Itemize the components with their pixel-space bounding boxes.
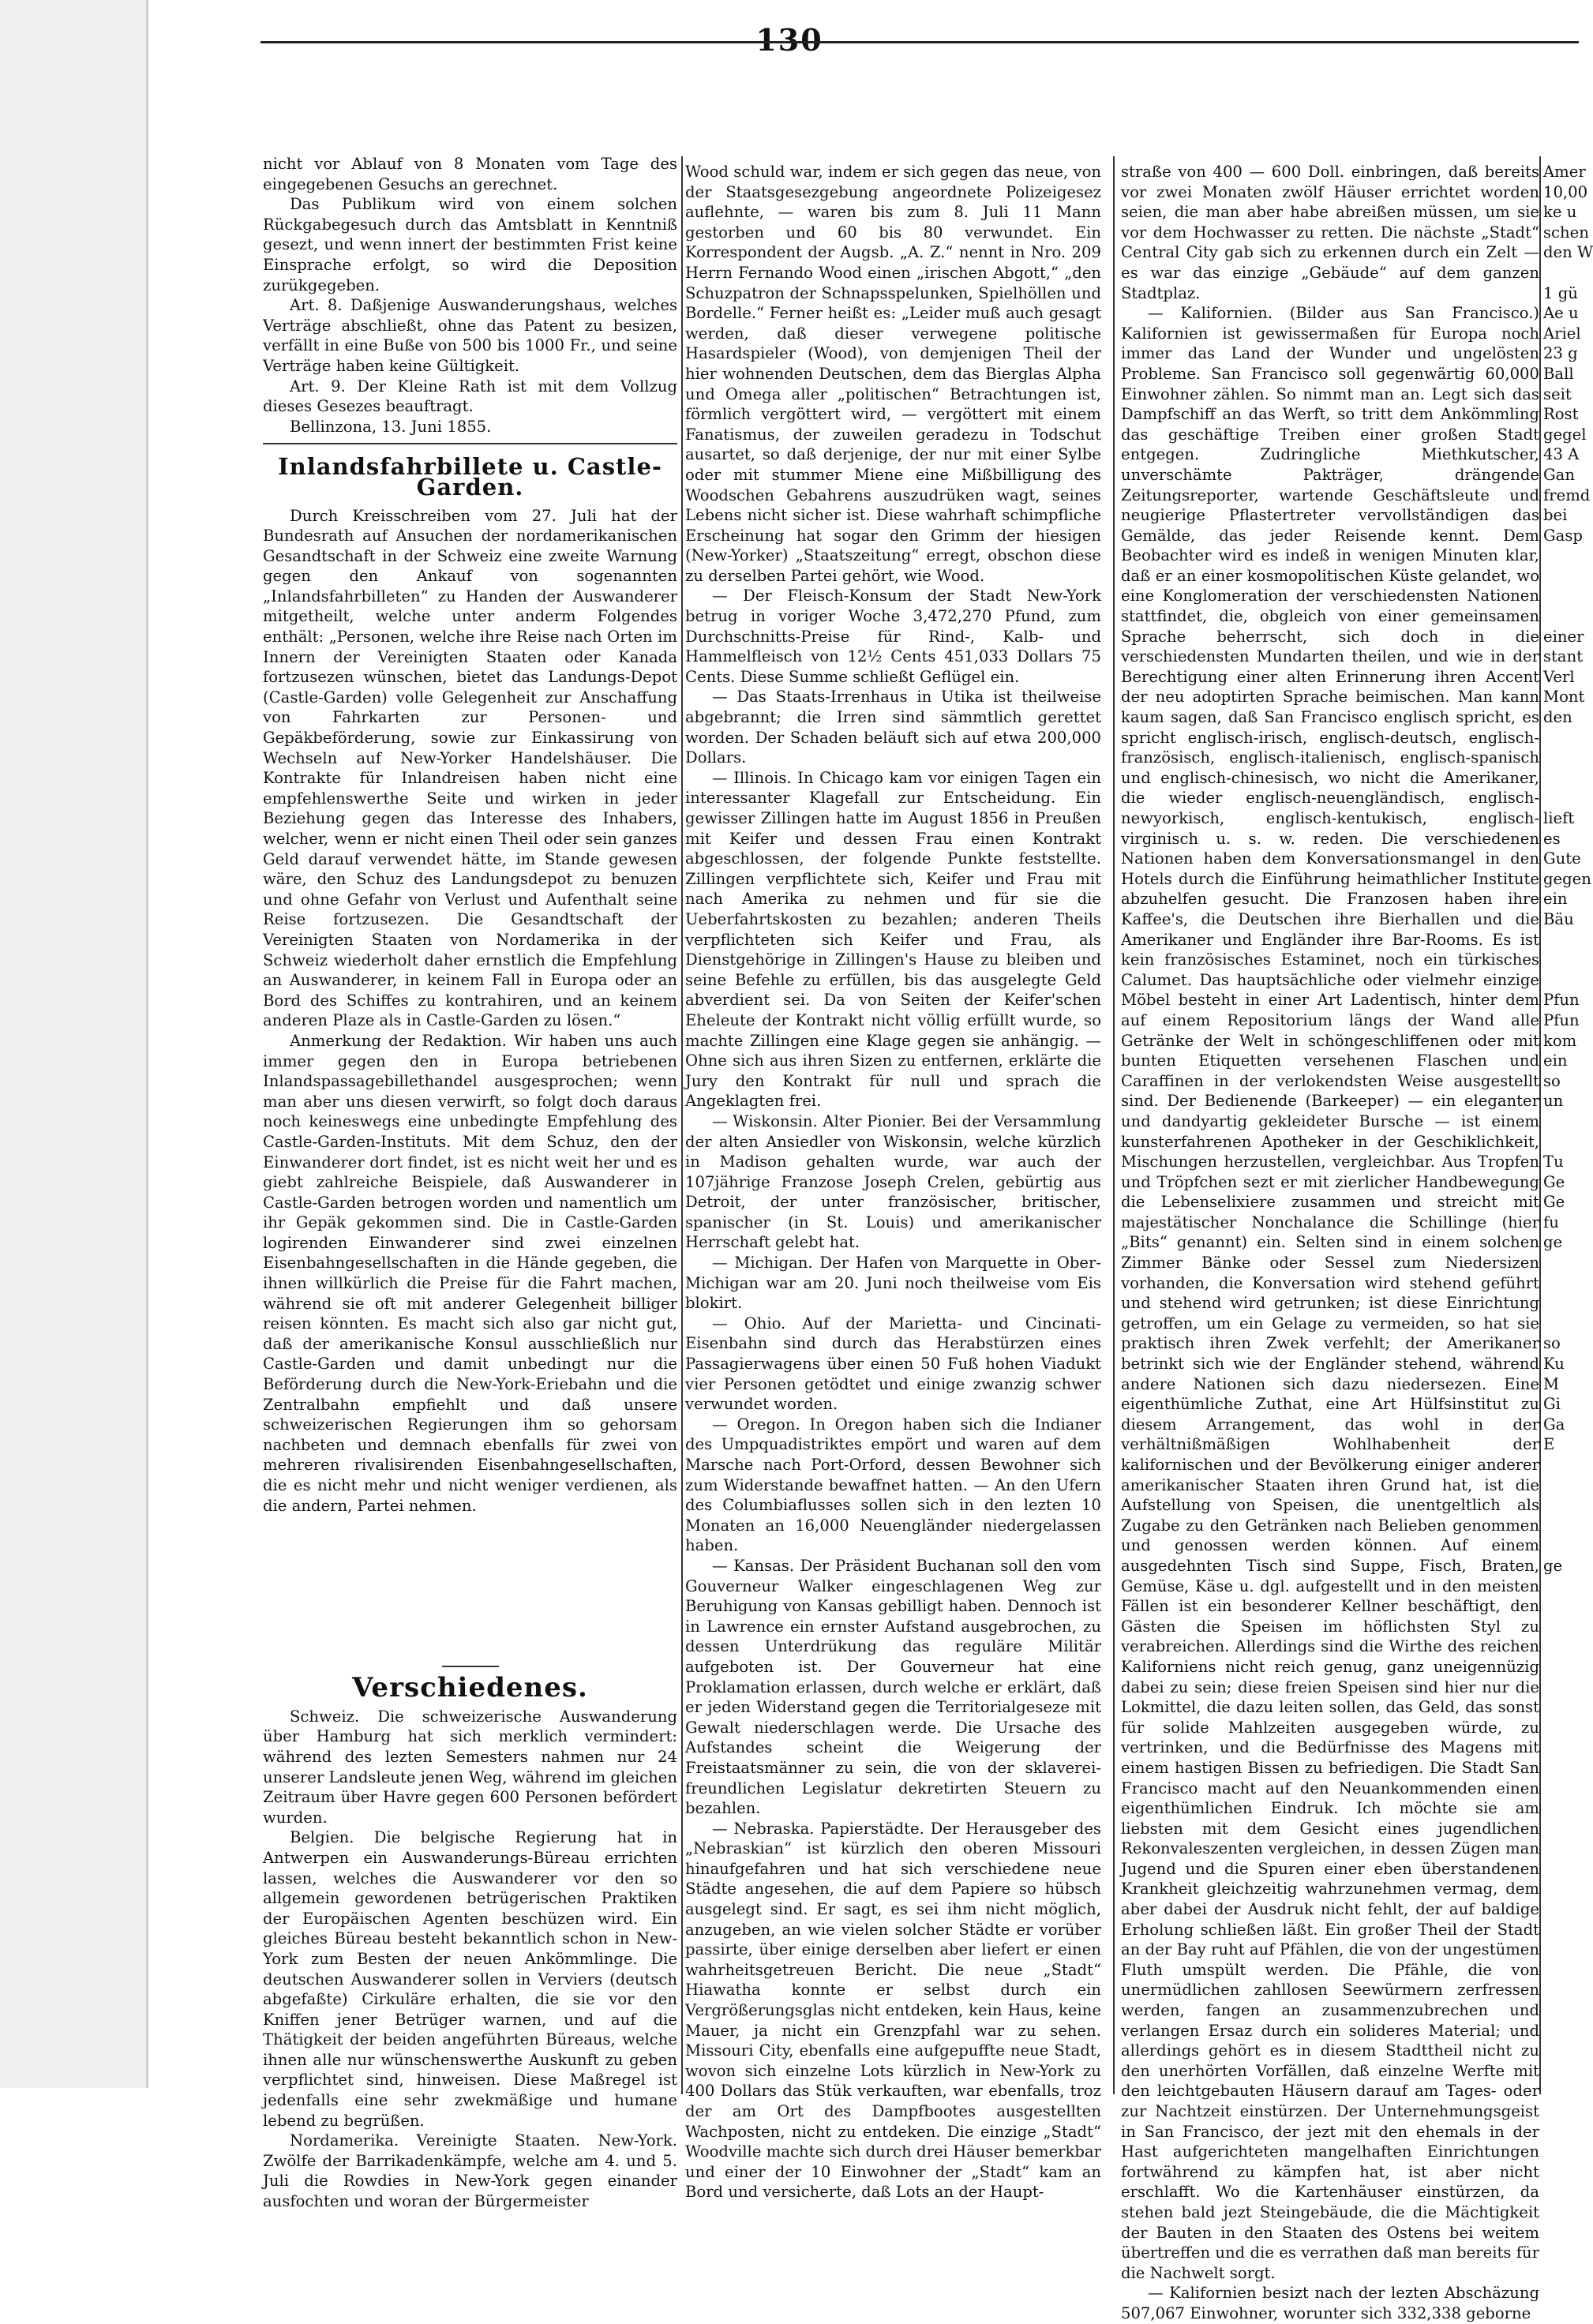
news-nebraska: — Nebraska. Papierstädte. Der Herausgeber des „Nebraskian“ ist kürzlich den oberen Missouri hinaufgefahren und hat sich verschiedene neue Städte angesehen, die auf dem Papiere so hübsch ausgelegt sind. Er sagt, es sei ihm nicht möglich, anzugeben, an wie vielen solcher Städte er vorüber passirte, über einige derselben aber liefert er einen wahrheitsgetreuen Bericht. Die neue „Stadt“ Hiawatha konnte er selbst durch ein Vergrößerungsglas nicht entdeken, kein Haus, keine Mauer, ja nicht ein Grenzpfahl war zu sehen. Missouri City, ebenfalls eine aufgepuffte neue Stadt, wovon sich einzelne Lots kürzlich in New-York zu 400 Dollars das Stük verkauften, war ebenfalls, troz der am Ort des Dampfbootes ausgestellten Wachposten, nicht zu entdeken. Die einzige „Stadt“ Woodville machte sich durch drei Häuser bemerkbar und einer der 10 Einwohner der „Stadt“ kam an Bord und versicherte, daß Lots an der Haupt- [685,1819,1101,2202]
cropped-line [1543,586,1591,606]
cropped-line: stant [1543,647,1584,666]
cropped-line: kom [1543,1031,1577,1050]
cropped-line: Gute [1543,849,1581,868]
cropped-line [1543,1132,1591,1153]
news-ohio: — Ohio. Auf der Marietta- und Cincinati-Eisenbahn sind durch das Herabstürzen eines Passagierwagens über einen 50 Fuß hohen Viadukt vier Personen getödtet und einige zwanzig schwer verwundet worden. [685,1314,1101,1414]
cropped-line [1543,970,1591,991]
cropped-line: 1 gü [1543,283,1578,302]
news-nordamerika: Nordamerika. Vereinigte Staaten. New-York. Zwölfe der Barrikadenkämpfe, welche am 4. und 5. Juli die Rowdies in New-York gegen einander ausfochten und woran der Bürgermeister [263,2131,677,2211]
cropped-line: Tu [1543,1153,1564,1171]
dateline: Bellinzona, 13. Juni 1855. [290,417,492,436]
cropped-line: ge [1543,1233,1563,1252]
news-belgien: Belgien. Die belgische Regierung hat in Antwerpen ein Auswanderungs-Büreau errichten lassen, welches die Auswanderer vor den so allgemein gewordenen betrügerischen Praktiken der Europäischen Agenten beschüzen wird. Ein gleiches Büreau besteht bekanntlich schon in New-York zum Besten der neuen Ankömmlinge. Die deutschen Auswanderer sollen in Verviers (deutsch abgefaßte) Cirkuläre erhalten, die sie vor den Kniffen jener Betrüger warnen, und auf die Thätigkeit der beiden angeführten Büreaus, welche ihnen alle nur wünschenswerthe Auskunft zu geben verpflichtet sind, hinweisen. Diese Maßregel ist jedenfalls eine sehr zwekmäßige und humane lebend zu begrüßen. [263,1828,677,2130]
cropped-line [1543,606,1591,627]
cropped-line: schen [1543,223,1589,242]
cropped-line: Rost [1543,405,1579,424]
cropped-line: 43 A [1543,445,1580,464]
cropped-line: Ae u [1543,304,1579,323]
news-fleisch: — Der Fleisch-Konsum der Stadt New-York betrug in voriger Woche 3,472,270 Pfund, zum Durchschnitts-Preise für Rind-, Kalb- und Hammelfleisch von 12½ Cents 451,033 Dollars 75 Cents. Diese Summe schließt Geflügel ein. [685,587,1101,686]
cropped-line [1543,1535,1591,1556]
cropped-line: einer [1543,627,1584,646]
cropped-line [1543,1314,1591,1334]
cropped-line: Ga [1543,1415,1565,1434]
news-kalifornien: — Kalifornien. (Bilder aus San Francisco.) Kalifornien ist gewissermaßen für Europa noch immer das Land der Wunder und ungelösten Probleme. San Francisco soll gegenwärtig 60,000 Einwohner zählen. So nimmt man an. Legt sich das Dampfschiff an das Werft, so tritt dem Ankömmling das geschäftige Treiben einer großen Stadt entgegen. Zudringliche Miethkutscher, unverschämte Pakträger, drängende Zeitungsreporter, wartende Geschäftsleute und neugierige Pflastertreter vervollständigen das Gemälde, das jeder Reisende kennt. Dem Beobachter wird es indeß in wenigen Minuten klar, daß er an einer kosmopolitischen Küste gelandet, wo eine Konglomeration der verschiedensten Nationen stattfindet, die, obgleich von einer gemeinsamen Sprache beherrscht, sich doch in die verschiedensten Mundarten theilen, und wie in der Berechtigung einer alten Erinnerung ihren Accent der neu adoptirten Sprache beimischen. Man kann kaum sagen, daß San Francisco englisch spricht, es spricht englisch-irisch, englisch-deutsch, englisch-französisch, englisch-italienisch, englisch-spanisch und englisch-chinesisch, wo nicht die Amerikaner, die wieder englisch-neuengländisch, englisch-newyorkisch, englisch-kentukisch, englisch-virginisch u. s. w. reden. Die verschiedenen Nationen haben dem Konversationsmangel in den Hotels durch die Einführung heimathlicher Institute abzuhelfen gesucht. Die Franzosen haben ihre Kaffee's, die Deutschen ihre Bierhallen und die Amerikaner und Engländer ihre Bar-Rooms. Es ist kein französisches Estaminet, noch ein türkisches Calumet. Das hauptsächliche oder vielmehr einzige Möbel besteht in einer Art Ladentisch, hinter dem auf einem Repositorium längs der Wand alle Getränke der Welt in schöngeschliffenen oder mit bunten Etiquetten versehenen Flaschen und Caraffinen in der verlokendsten Weise ausgestellt sind. Der Bedienende (Barkeeper) — ein eleganter und dandyartig gekleideter Bursche — ist einem kunsterfahrenen Apotheker in der Geschiklichkeit, Mischungen herzustellen, vergleichbar. Aus Tropfen und Tröpfchen sezt er mit zierlicher Handbewegung die Lebenselixiere zusammen und streicht mit majestätischer Nonchalance die Schillinge (hier „Bits“ genannt) ein. Selten sind in einem solchen Zimmer Bänke oder Sessel zum Niedersizen vorhanden, die Konversation wird stehend geführt und stehend wird getrunken; ist diese Einrichtung getroffen, um ein Gelage zu vermeiden, so hat sie praktisch ihren Zwek verfehlt; der Amerikaner betrinkt sich wie der Engländer stehend, während andere Nationen sich dazu niedersezen. Eine eigenthümliche Zuthat, eine Art Hülfsinstitut zu diesem Arrangement, das wohl in der verhältnißmäßigen Wohlhabenheit der kalifornischen und der Bevölkerung einiger anderer amerikanischer Staaten ihren Grund hat, ist die Aufstellung von Speisen, die unentgeltlich als Zugabe zu den Getränken nach Belieben genommen und genossen werden können. Auf einem ausgedehnten Tisch sind Suppe, Fisch, Braten, Gemüse, Käse u. dgl. aufgestellt und in den meisten Fällen ist ein besonderer Kellner beschäftigt, den Gästen die Speisen im höflichsten Styl zu verabreichen. Allerdings sind die Wirthe des reichen Kaliforniens nicht reich genug, ganz uneigennüzig dabei zu sein; diese freien Speisen sind hier nur die Lokmittel, die dazu leiten sollen, das Geld, das sonst für solide Mahlzeiten ausgegeben würde, zu vertrinken, und die Bedürfnisse des Magens mit einem hastigen Bissen zu befriedigen. Die Stadt San Francisco macht auf den Neuankommenden einen eigenthümlichen Eindruk. Ich möchte sie am liebsten mit dem Gesicht eines jugendlichen Rekonvaleszenten vergleichen, in dessen Zügen man Jugend und die Spuren einer eben überstandenen Krankheit gleichzeitig wahrzunehmen vermag, dem aber dabei der Ausdruk nicht fehlt, der auf baldige Erholung schließen läßt. Ein großer Theil der Stadt an der Bay ruht auf Pfählen, die von der ungestümen Fluth umspült werden. Die Pfähle, die von unermüdlichen zahllosen Seewürmern zerfressen werden, fangen an zusammenzubrechen und verlangen Ersaz durch ein solideres Material; und allerdings gehört es in diesem Stadttheil nicht zu den unerhörten Vorfällen, daß einzelne Werfte mit den leichtgebauten Häusern darauf am Tages- oder zur Nachtzeit einstürzen. Der Unternehmungsgeist in San Francisco, der jezt mit den ehemals in der Hast aufgerichteten mangelhaften Einrichtungen fortwährend zu kämpfen hat, ist aber nicht erschlafft. Wo die Kartenhäuser einstürzen, da stehen bald jezt Steingebäude, die die Mächtigkeit der Bauten in den Staaten des Ostens bei weitem übertreffen und die es verrathen daß man bereits für die Nachwelt sorgt. [1121,304,1539,2282]
cropped-line: M [1543,1374,1560,1393]
cropped-line [1543,1516,1591,1536]
cropped-line [1543,263,1591,283]
column-divider [1113,156,1115,2094]
news-michigan: — Michigan. Der Hafen von Marquette in Ober-Michigan war am 20. Juni noch theilweise vom Eis blokirt. [685,1254,1101,1313]
cropped-line [1543,1495,1591,1516]
header-rule [261,41,1579,43]
cropped-line [1543,1475,1591,1496]
cropped-line: gegel [1543,425,1587,444]
cropped-line: ein [1543,1051,1568,1070]
continuation-text: nicht vor Ablauf von 8 Monaten vom Tage des eingegebenen Gesuchs an gerechnet. [263,155,677,193]
cropped-line: Pfun [1543,991,1580,1010]
section-rule [263,443,677,444]
news-oregon: — Oregon. In Oregon haben sich die Indianer des Umpquadistriktes empört und waren auf dem Marsche nach Port-Orford, dessen Bewohner sich zum Widerstande bewaffnet hatten. — An den Ufern des Columbiaflusses sollen sich in den lezten 10 Monaten an 16,000 Neuengländer niedergelassen haben. [685,1415,1101,1555]
cropped-line: so [1543,1334,1561,1353]
page-number: 130 [755,22,823,58]
cropped-line: Ball [1543,364,1574,383]
cropped-line: lieft [1543,809,1575,827]
cropped-line: 23 g [1543,344,1578,363]
news-irrenhaus: — Das Staats-Irrenhaus in Utika ist theilweise abgebrannt; die Irren sind sämmtlich gerettet worden. Der Schaden beläuft sich auf etwa 200,000 Dollars. [685,688,1101,767]
cropped-line [1543,950,1591,970]
editor-note: Anmerkung der Redaktion. Wir haben uns auch immer gegen den in Europa betriebenen Inlandspassagebillethandel ausgesprochen; wenn man aber uns diesen verwirft, so folgt doch daraus noch keineswegs eine unbedingte Empfehlung des Castle-Garden-Instituts. Mit dem Schuz, den der Einwanderer dort findet, ist es nicht weit her und es giebt zahlreiche Beispiele, daß Auswanderer in Castle-Garden betrogen worden und namentlich um ihr Gepäk gekommen sind. Die in Castle-Garden logirenden Einwanderer sind zwei einzelnen Eisenbahngesellschaften in die Hände gegeben, die ihnen willkürlich die Preise für die Fahrt machen, während sie oft mit anderer Gelegenheit billiger reisen könnten. Es macht sich also gar nicht gut, daß der amerikanische Konsul ausschließlich nur Castle-Garden und damit unbedingt nur die Beförderung durch die New-York-Eriebahn und die Zentralbahn empfiehlt und daß unsere schweizerischen Regierungen ihm so gehorsam nachbeten und demnach ebenfalls für zwei von mehreren rivalisirenden Eisenbahngesellschaften, die es nicht mehr und nicht weniger verdienen, als die andern, Partei nehmen. [263,1031,677,1515]
cropped-line [1543,1455,1591,1475]
news-wiskonsin: — Wiskonsin. Alter Pionier. Bei der Versammlung der alten Ansiedler von Wiskonsin, welche kürzlich in Madison gehalten wurde, war auch der 107jährige Franzose Joseph Crelen, gebürtig aus Detroit, der unter französischer, britischer, spanischer (in St. Louis) und amerikanischer Herrschaft gelebt hat. [685,1111,1101,1252]
cropped-line: bei [1543,506,1568,525]
cropped-line: fremd [1543,485,1591,504]
cropped-line: Amer [1543,163,1586,181]
cropped-line: 10,00 [1543,182,1588,201]
spacer [263,1516,677,1658]
cropped-line [1543,1253,1591,1273]
paragraph: Das Publikum wird von einem solchen Rückgabegesuch durch das Amtsblatt in Kenntniß gesezt, und wenn innert der bestimmten Frist keine Einsprache erfolgt, so wird die Deposition zurükgegeben. [263,195,677,294]
cropped-line: Ariel [1543,324,1581,343]
cropped-line: Ku [1543,1355,1565,1374]
cropped-line: Ge [1543,1172,1565,1191]
cropped-line: ein [1543,890,1568,909]
news-illinois: — Illinois. In Chicago kam vor einigen Tagen ein interessanter Klagefall zur Entscheidung. Ein gewisser Zillingen hatte im August 1856 in Preußen mit Keifer und dessen Frau einen Kontrakt abgeschlossen, der folgende Punkte feststellte. Zillingen verpflichtete sich, Keifer und Frau mit nach Amerika zu nehmen und für sie die Ueberfahrtskosten zu bezahlen; anderen Theils verpflichteten sich Keifer und Frau, als Dienstgehörige in Zillingen's Hause zu bleiben und seine Befehle zu erfüllen, bis das ausgelegte Geld abverdient sei. Da von Seiten der Keifer'schen Eheleute der Kontrakt nicht völlig erfüllt wurde, so machte Zillingen eine Klage gegen sie anhängig. — Ohne sich aus ihren Sizen zu entfernen, erklärte die Jury den Kontrakt für null und sprach die Angeklagten frei. [685,768,1101,1111]
column-1 [263,154,677,2211]
section-heading-verschiedenes: Verschiedenes. [352,1672,588,1704]
cropped-line [1543,1111,1591,1132]
news-kalifornien-census: — Kalifornien besizt nach der lezten Abschäzung 507,067 Einwohner, worunter sich 332,338 geborne [1121,2284,1539,2322]
section-heading-inlandsfahrbillete: Inlandsfahrbillete u. Castle-Garden. [278,453,662,500]
cropped-line [1543,545,1591,566]
column-2 [685,162,1101,2202]
column-divider [1539,156,1541,2094]
news-schweiz: Schweiz. Die schweizerische Auswanderung über Hamburg hat sich merklich vermindert: während des lezten Semesters nahmen nur 24 unserer Landsleute jenen Weg, während im gleichen Zeitraum über Havre gegen 600 Personen befördert wurden. [263,1707,677,1827]
cropped-line: Bäu [1543,909,1574,928]
cropped-line: ke u [1543,203,1577,222]
cropped-line: Verl [1543,667,1575,686]
cropped-line [1543,930,1591,950]
cropped-line: es [1543,829,1561,848]
cropped-line [1543,1273,1591,1294]
cropped-line: ge [1543,1556,1563,1575]
cropped-line: seit [1543,384,1572,403]
paragraph: Durch Kreisschreiben vom 27. Juli hat der Bundesrath auf Ansuchen der nordamerikanischen Gesandtschaft in der Schweiz eine zweite Warnung gegen den Ankauf von sogenannten „Inlandsfahrbilleten“ zu Handen der Auswanderer mitgetheilt, welche unter anderm Folgendes enthält: „Personen, welche ihre Reise nach Orten im Innern der Vereinigten Staaten oder Kanada fortzusezen wünschen, bietet das Landungs-Depot (Castle-Garden) volle Gelegenheit zur Anschaffung von Fahrkarten zur Personen- und Gepäkbeförderung, sowie zur Einkassirung von Wechseln auf New-Yorker Handelshäuser. Die Kontrakte für Inlandreisen haben nicht eine empfehlenswerthe Seite und wirken in jeder Beziehung gegen das Interesse des Inhabers, welcher, wenn er nicht einen Theil oder sein ganzes Geld darauf verwendet hätte, im Stande gewesen wäre, den Schuz des Landungsdepot zu benuzen und ohne Gefahr von Verlust und Aufenthalt seine Reise fortzusezen. Die Gesandtschaft der Vereinigten Staaten von Nordamerika in der Schweiz wiederholt daher ernstlich die Empfehlung an Auswanderer, in keinem Fall in Europa oder an Bord des Schiffes zu kontrahiren, und an keinem anderen Plaze als in Castle-Garden zu lösen.“ [263,506,677,1030]
cropped-line [1543,728,1591,748]
cropped-line: gegen [1543,869,1591,888]
cropped-line: den W [1543,243,1593,262]
cropped-line: Gan [1543,465,1575,484]
article-9: Art. 9. Der Kleine Rath ist mit dem Vollzug dieses Gesezes beauftragt. [263,377,677,416]
article-8: Art. 8. Daßjenige Auswanderungshaus, welches Verträge abschließt, ohne das Patent zu besizen, verfällt in eine Buße von 500 bis 1000 Fr., und seine Verträge haben keine Gültigkeit. [263,296,677,375]
news-kansas: — Kansas. Der Präsident Buchanan soll den vom Gouverneur Walker eingeschlagenen Weg zur Beruhigung von Kansas gebilligt haben. Dennoch ist in Lawrence ein ernster Aufstand ausgebrochen, zu dessen Unterdrükung das reguläre Militär aufgeboten ist. Der Gouverneur hat eine Proklamation erlassen, durch welche er erklärt, daß er jeden Widerstand gegen die Territorialgeseze mit Gewalt niederschlagen werde. Die Ursache des Aufstandes scheint die Weigerung der Freistaatsmänner zu sein, die von der sklaverei-freundlichen Legislatur dekretirten Steuern zu bezahlen. [685,1556,1101,1818]
column-divider [681,156,683,2094]
cropped-line: Mont [1543,688,1585,707]
section-rule [442,1666,499,1667]
cropped-line: Ge [1543,1193,1565,1212]
cropped-line: den [1543,708,1572,727]
cropped-line: E [1543,1435,1555,1454]
cropped-line: fu [1543,1213,1559,1231]
cropped-line: un [1543,1092,1564,1111]
cropped-line [1543,748,1591,768]
cropped-line: Gasp [1543,526,1583,545]
cropped-line [1543,788,1591,808]
cropped-line: Pfun [1543,1010,1580,1029]
binding-margin [0,0,148,2088]
column-4-cropped [1543,162,1591,2104]
cropped-line: so [1543,1071,1561,1090]
paragraph: straße von 400 — 600 Doll. einbringen, daß bereits vor zwei Monaten zwölf Häuser errichtet worden seien, die man aber habe abreißen müssen, um sie vor dem Hochwasser zu retten. Die nächste „Stadt“ Central City gab sich zu erkennen durch ein Zelt — es war das einzige „Gebäude“ auf dem ganzen Stadtplaz. [1121,163,1539,302]
cropped-line [1543,566,1591,587]
cropped-line [1543,1293,1591,1314]
column-3 [1121,162,1539,2322]
cropped-line [1543,768,1591,789]
cropped-line: Gi [1543,1395,1561,1414]
paragraph: Wood schuld war, indem er sich gegen das neue, von der Staatsgesezgebung angeordnete Polizeigesez auflehnte, — waren bis zum 8. Juli 11 Mann gestorben und 60 bis 80 verwundet. Ein Korrespondent der Augsb. „A. Z.“ nennt in Nro. 209 Herrn Fernando Wood einen „irischen Abgott,“ „den Schuzpatron der Schnapsspelunken, Spielhöllen und Bordelle.“ Ferner heißt es: „Leider muß auch gesagt werden, daß dieser verwegene politische Hasardspieler (Wood), von demjenigen Theil der hier wohnenden Deutschen, dem das Bierglas Alpha und Omega aller „politischen“ Betrachtungen ist, förmlich vergöttert wird, — vergöttert mit einem Fanatismus, der zuweilen geradezu in Todschut ausartet, so daß derjenige, der nur mit einer Sylbe oder mit stummer Miene eine Mißbilligung des Woodschen Gebahrens auszudrüken wagt, seines Lebens nicht sicher ist. Diese wahrhaft schimpfliche Erscheinung hat sogar den Grimm der hiesigen (New-Yorker) „Staatszeitung“ erregt, obschon diese zu derselben Partei gehört, wie Wood. [685,163,1101,585]
